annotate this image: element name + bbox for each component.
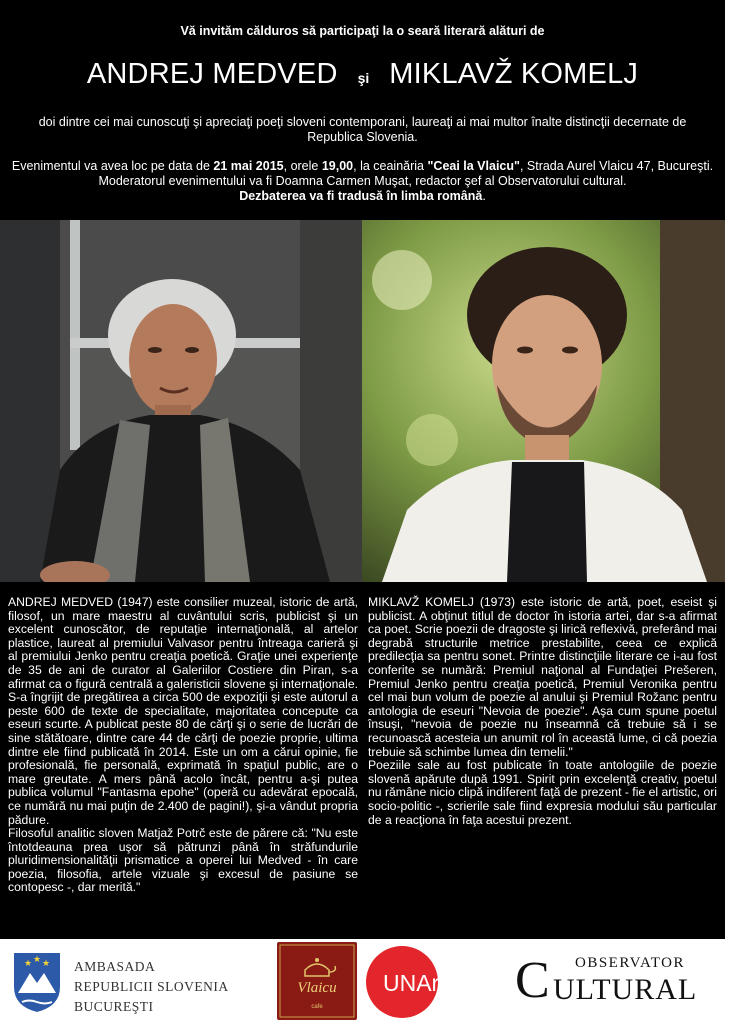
svg-text:cafe: cafe [311,1004,323,1010]
vlaicu-logo-text: Vlaicu [297,980,337,996]
observator-c-letter: C [515,952,550,1009]
photo-andrej-medved [0,220,362,582]
poets-title [0,58,725,91]
bio-paragraph: ANDREJ MEDVED (1947) este consilier muzeal, istoric de artă, filosof, un mare maestru al cuvântului scris, publicist şi un excelent cunoscător, de reputaţie internaţională, al artelor plastice, laureat al premiului Valvasor pentru întreaga carieră şi al premiului Jenko pentru creaţia poetică. Graţie unei experienţe de 35 de ani de curator al Galeriilor Costiere din Piran, s-a afirmat ca o figură centrală a galeristicii slovene şi internaţionale. S-a îngrijit de pregătirea a circa 500 de expoziţii şi este autorul a peste 600 de texte de specialitate, majoritatea concepute ca eseuri scurte. A publicat peste 80 de cărţi şi o serie de lucrări de sine stătătoare, dintre care 44 de cărţi de poezie proprie, ultima dintre ele fiind publicată în 2014. Este un om a cărui opinie, fie profesională, fie personală, exprimată în spaţiul public, are o mare greutate. A mers până acolo încât, pentru a-şi putea publica volumul "Fantasma epohe" (operă cu adevărat epocală, ce numără nu mai puţin de 2.400 de pagini!), şi-a vândut propria pădure. [8,595,358,827]
observator-top-word: OBSERVATOR [575,955,685,971]
svg-text:★: ★ [42,959,51,969]
event-text: , orele [283,159,322,173]
slovenia-coat-of-arms-icon [10,949,64,1015]
invitation-line: Vă invităm călduros să participaţi la o seară literară alături de [180,24,545,38]
event-text: . [482,189,486,203]
embassy-logo [10,947,260,1019]
observator-bottom-word: ULTURAL [553,973,698,1006]
header-banner [0,0,725,220]
poets-description: doi dintre cei mai cunoscuţi şi apreciaţi poeţi sloveni contemporani, laureaţi ai mai multor înalte distincţii decernate de Republica Slovenia. [38,115,687,144]
event-time: 19,00 [321,159,354,173]
embassy-line: BUCUREŞTI [74,999,154,1014]
bio-andrej-medved [8,596,358,895]
unarte-logo [365,942,475,1020]
poet-name-medved: ANDREJ MEDVED [86,58,338,90]
bio-miklavz-komelj [368,596,717,827]
unarte-text: UNArte [383,970,459,996]
bio-paragraph: Poeziile sale au fost publicate în toate antologiile de poezie slovenă apărute după 1991. Spirit prin excelenţă creativ, poetul nu rămâne nicio clipă indiferent faţă de prezent - fie el artistic, ori socio-politic -, scrierile sale fiind expresia modului său particular de a reacţiona în faţa acestui prezent. [368,758,717,827]
svg-text:★: ★ [24,959,33,969]
poet-name-komelj: MIKLAVŽ KOMELJ [389,58,639,90]
event-venue: "Ceai la Vlaicu" [427,159,520,173]
embassy-line: REPUBLICII SLOVENIA [74,979,229,994]
embassy-name [74,957,229,1017]
teapot-icon [277,942,357,1020]
observator-cultural-logo [515,953,725,1013]
conjunction: şi [357,70,370,86]
embassy-line: AMBASADA [74,959,156,974]
svg-text:★: ★ [33,955,42,965]
event-text: , Strada Aurel Vlaicu 47, Bucureşti. Moderatorul evenimentului va fi Doamna Carmen Muşat, redactor şef al Observatorului cultural. [98,159,714,188]
photo-miklavz-komelj [362,220,725,582]
sponsor-logos [0,939,740,1024]
event-details [8,159,717,204]
biographies [0,582,725,939]
event-text: , la ceainăria [353,159,428,173]
translation-note: Dezbaterea va fi tradusă în limba română [239,189,483,203]
event-text: Evenimentul va avea loc pe data de [11,159,214,173]
bio-paragraph: Filosoful analitic sloven Matjaž Potrč este de părere că: "Nu este întotdeauna prea uşor să pătrunzi până în străfundurile pluridimensionalităţii prismatice a operei lui Medved - în care poezia, filosofia, artele vizuale şi excesul de pasiune se contopesc -, dar merită." [8,826,358,895]
bio-paragraph: MIKLAVŽ KOMELJ (1973) este istoric de artă, poet, eseist şi publicist. A obţinut titlul de doctor în istoria artei, dar s-a afirmat ca poet. Scrie poezii de dragoste şi lirică reflexivă, preferând mai degrabă structurile metrice prestabilite, ceea ce explică predilecţia sa pentru sonet. Printre distincţiile literare ce i-au fost conferite se numără: Premiul naţional al Fundaţiei Prešeren, Premiul Jenko pentru creaţia poetică, Premiul Veronika pentru cel mai bun volum de poezie al anului şi Premiul Rožanc pentru antologia de eseuri "Nevoia de poezie". Aşa cum spune poetul însuşi, "nevoia de poezie nu înseamnă că trebuie să i se recunoască acesteia un anumit rol în această lume, ci că poezia trebuie să schimbe lumea din temelii." [368,595,717,759]
ceai-la-vlaicu-logo [277,942,357,1020]
event-date: 21 mai 2015 [213,159,284,173]
